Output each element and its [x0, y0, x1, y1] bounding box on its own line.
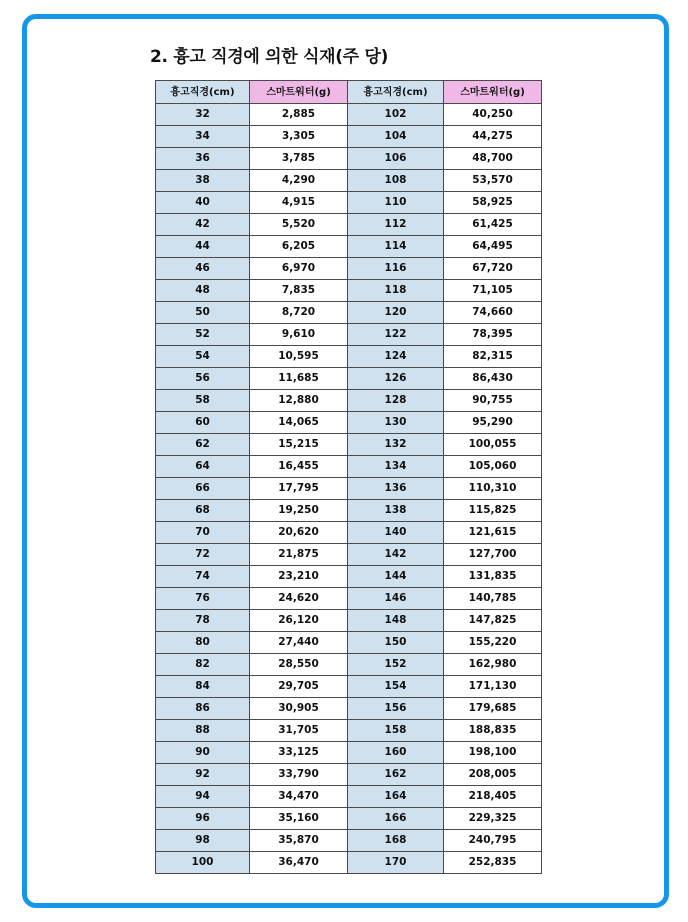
cell-diameter: 148 — [348, 610, 444, 632]
cell-smartwater: 110,310 — [444, 478, 542, 500]
table-row — [156, 390, 542, 412]
cell-diameter: 92 — [156, 764, 250, 786]
table-row — [156, 566, 542, 588]
cell-smartwater: 23,210 — [250, 566, 348, 588]
table-row — [156, 346, 542, 368]
cell-smartwater: 15,215 — [250, 434, 348, 456]
cell-diameter: 86 — [156, 698, 250, 720]
cell-diameter: 138 — [348, 500, 444, 522]
cell-diameter: 146 — [348, 588, 444, 610]
cell-smartwater: 64,495 — [444, 236, 542, 258]
table-row — [156, 610, 542, 632]
cell-smartwater: 162,980 — [444, 654, 542, 676]
cell-smartwater: 252,835 — [444, 852, 542, 874]
seed-table — [155, 80, 542, 874]
cell-diameter: 34 — [156, 126, 250, 148]
cell-smartwater: 28,550 — [250, 654, 348, 676]
cell-smartwater: 44,275 — [444, 126, 542, 148]
cell-diameter: 160 — [348, 742, 444, 764]
table-body — [156, 104, 542, 874]
cell-diameter: 168 — [348, 830, 444, 852]
table-row — [156, 544, 542, 566]
cell-diameter: 102 — [348, 104, 444, 126]
table-row — [156, 104, 542, 126]
cell-diameter: 158 — [348, 720, 444, 742]
table-row — [156, 236, 542, 258]
cell-smartwater: 2,885 — [250, 104, 348, 126]
table-row — [156, 434, 542, 456]
cell-smartwater: 90,755 — [444, 390, 542, 412]
table-row — [156, 126, 542, 148]
cell-smartwater: 27,440 — [250, 632, 348, 654]
table-row — [156, 808, 542, 830]
cell-smartwater: 3,785 — [250, 148, 348, 170]
cell-smartwater: 147,825 — [444, 610, 542, 632]
cell-smartwater: 67,720 — [444, 258, 542, 280]
cell-diameter: 122 — [348, 324, 444, 346]
cell-smartwater: 198,100 — [444, 742, 542, 764]
table-row — [156, 654, 542, 676]
table-row — [156, 720, 542, 742]
cell-diameter: 104 — [348, 126, 444, 148]
cell-diameter: 44 — [156, 236, 250, 258]
cell-smartwater: 8,720 — [250, 302, 348, 324]
cell-diameter: 110 — [348, 192, 444, 214]
cell-diameter: 98 — [156, 830, 250, 852]
cell-smartwater: 86,430 — [444, 368, 542, 390]
cell-smartwater: 26,120 — [250, 610, 348, 632]
cell-smartwater: 100,055 — [444, 434, 542, 456]
cell-diameter: 140 — [348, 522, 444, 544]
cell-diameter: 38 — [156, 170, 250, 192]
table-row — [156, 192, 542, 214]
table-row — [156, 412, 542, 434]
cell-diameter: 84 — [156, 676, 250, 698]
table-row — [156, 478, 542, 500]
cell-smartwater: 208,005 — [444, 764, 542, 786]
cell-smartwater: 74,660 — [444, 302, 542, 324]
cell-smartwater: 95,290 — [444, 412, 542, 434]
cell-diameter: 66 — [156, 478, 250, 500]
cell-diameter: 90 — [156, 742, 250, 764]
cell-diameter: 136 — [348, 478, 444, 500]
cell-smartwater: 188,835 — [444, 720, 542, 742]
cell-diameter: 162 — [348, 764, 444, 786]
cell-diameter: 132 — [348, 434, 444, 456]
table-row — [156, 830, 542, 852]
cell-diameter: 74 — [156, 566, 250, 588]
cell-diameter: 96 — [156, 808, 250, 830]
cell-diameter: 40 — [156, 192, 250, 214]
cell-smartwater: 7,835 — [250, 280, 348, 302]
cell-diameter: 70 — [156, 522, 250, 544]
cell-diameter: 116 — [348, 258, 444, 280]
cell-smartwater: 14,065 — [250, 412, 348, 434]
table-row — [156, 302, 542, 324]
cell-smartwater: 71,105 — [444, 280, 542, 302]
cell-smartwater: 179,685 — [444, 698, 542, 720]
cell-smartwater: 16,455 — [250, 456, 348, 478]
cell-diameter: 80 — [156, 632, 250, 654]
cell-smartwater: 34,470 — [250, 786, 348, 808]
cell-smartwater: 33,790 — [250, 764, 348, 786]
cell-smartwater: 78,395 — [444, 324, 542, 346]
cell-diameter: 72 — [156, 544, 250, 566]
cell-smartwater: 171,130 — [444, 676, 542, 698]
cell-diameter: 62 — [156, 434, 250, 456]
cell-smartwater: 121,615 — [444, 522, 542, 544]
cell-smartwater: 30,905 — [250, 698, 348, 720]
cell-smartwater: 53,570 — [444, 170, 542, 192]
cell-smartwater: 6,205 — [250, 236, 348, 258]
cell-smartwater: 9,610 — [250, 324, 348, 346]
table-row — [156, 786, 542, 808]
table-row — [156, 456, 542, 478]
table-row — [156, 368, 542, 390]
cell-smartwater: 5,520 — [250, 214, 348, 236]
cell-diameter: 52 — [156, 324, 250, 346]
cell-smartwater: 115,825 — [444, 500, 542, 522]
cell-smartwater: 131,835 — [444, 566, 542, 588]
cell-diameter: 64 — [156, 456, 250, 478]
cell-diameter: 78 — [156, 610, 250, 632]
cell-diameter: 142 — [348, 544, 444, 566]
cell-diameter: 164 — [348, 786, 444, 808]
cell-smartwater: 4,915 — [250, 192, 348, 214]
cell-diameter: 54 — [156, 346, 250, 368]
cell-smartwater: 82,315 — [444, 346, 542, 368]
cell-diameter: 128 — [348, 390, 444, 412]
cell-smartwater: 218,405 — [444, 786, 542, 808]
table-row — [156, 258, 542, 280]
cell-smartwater: 127,700 — [444, 544, 542, 566]
table-row — [156, 764, 542, 786]
table-row — [156, 280, 542, 302]
cell-smartwater: 3,305 — [250, 126, 348, 148]
cell-diameter: 100 — [156, 852, 250, 874]
cell-smartwater: 11,685 — [250, 368, 348, 390]
cell-smartwater: 36,470 — [250, 852, 348, 874]
table-row — [156, 148, 542, 170]
cell-diameter: 60 — [156, 412, 250, 434]
cell-diameter: 108 — [348, 170, 444, 192]
cell-smartwater: 6,970 — [250, 258, 348, 280]
cell-smartwater: 19,250 — [250, 500, 348, 522]
cell-diameter: 130 — [348, 412, 444, 434]
cell-smartwater: 17,795 — [250, 478, 348, 500]
cell-smartwater: 20,620 — [250, 522, 348, 544]
cell-smartwater: 229,325 — [444, 808, 542, 830]
cell-diameter: 118 — [348, 280, 444, 302]
cell-smartwater: 35,160 — [250, 808, 348, 830]
cell-diameter: 152 — [348, 654, 444, 676]
cell-diameter: 126 — [348, 368, 444, 390]
cell-diameter: 112 — [348, 214, 444, 236]
cell-diameter: 134 — [348, 456, 444, 478]
cell-smartwater: 33,125 — [250, 742, 348, 764]
cell-diameter: 68 — [156, 500, 250, 522]
table-row — [156, 170, 542, 192]
cell-smartwater: 48,700 — [444, 148, 542, 170]
cell-diameter: 88 — [156, 720, 250, 742]
cell-smartwater: 4,290 — [250, 170, 348, 192]
page-title: 2. 흉고 직경에 의한 식재(주 당) — [150, 47, 389, 67]
table-row — [156, 324, 542, 346]
table-row — [156, 522, 542, 544]
cell-diameter: 154 — [348, 676, 444, 698]
cell-diameter: 82 — [156, 654, 250, 676]
cell-smartwater: 40,250 — [444, 104, 542, 126]
cell-diameter: 58 — [156, 390, 250, 412]
column-header-smartwater: 스마트워터(g) — [250, 81, 348, 104]
cell-diameter: 50 — [156, 302, 250, 324]
cell-diameter: 106 — [348, 148, 444, 170]
column-header-diameter: 흉고직경(cm) — [348, 81, 444, 104]
cell-diameter: 166 — [348, 808, 444, 830]
cell-smartwater: 155,220 — [444, 632, 542, 654]
cell-smartwater: 12,880 — [250, 390, 348, 412]
cell-diameter: 94 — [156, 786, 250, 808]
cell-diameter: 46 — [156, 258, 250, 280]
cell-diameter: 144 — [348, 566, 444, 588]
table-row — [156, 852, 542, 874]
table-row — [156, 698, 542, 720]
cell-diameter: 42 — [156, 214, 250, 236]
column-header-diameter: 흉고직경(cm) — [156, 81, 250, 104]
cell-smartwater: 10,595 — [250, 346, 348, 368]
cell-smartwater: 24,620 — [250, 588, 348, 610]
cell-diameter: 32 — [156, 104, 250, 126]
table-row — [156, 676, 542, 698]
table-row — [156, 588, 542, 610]
cell-smartwater: 140,785 — [444, 588, 542, 610]
table-row — [156, 742, 542, 764]
cell-smartwater: 29,705 — [250, 676, 348, 698]
cell-diameter: 76 — [156, 588, 250, 610]
cell-diameter: 124 — [348, 346, 444, 368]
table-header-row — [156, 81, 542, 104]
cell-diameter: 48 — [156, 280, 250, 302]
cell-smartwater: 35,870 — [250, 830, 348, 852]
cell-diameter: 170 — [348, 852, 444, 874]
cell-diameter: 156 — [348, 698, 444, 720]
cell-diameter: 114 — [348, 236, 444, 258]
cell-smartwater: 61,425 — [444, 214, 542, 236]
column-header-smartwater: 스마트워터(g) — [444, 81, 542, 104]
cell-smartwater: 58,925 — [444, 192, 542, 214]
cell-diameter: 36 — [156, 148, 250, 170]
table-row — [156, 500, 542, 522]
table-row — [156, 214, 542, 236]
cell-smartwater: 105,060 — [444, 456, 542, 478]
cell-diameter: 120 — [348, 302, 444, 324]
table-row — [156, 632, 542, 654]
cell-diameter: 56 — [156, 368, 250, 390]
cell-smartwater: 240,795 — [444, 830, 542, 852]
cell-smartwater: 21,875 — [250, 544, 348, 566]
cell-smartwater: 31,705 — [250, 720, 348, 742]
cell-diameter: 150 — [348, 632, 444, 654]
